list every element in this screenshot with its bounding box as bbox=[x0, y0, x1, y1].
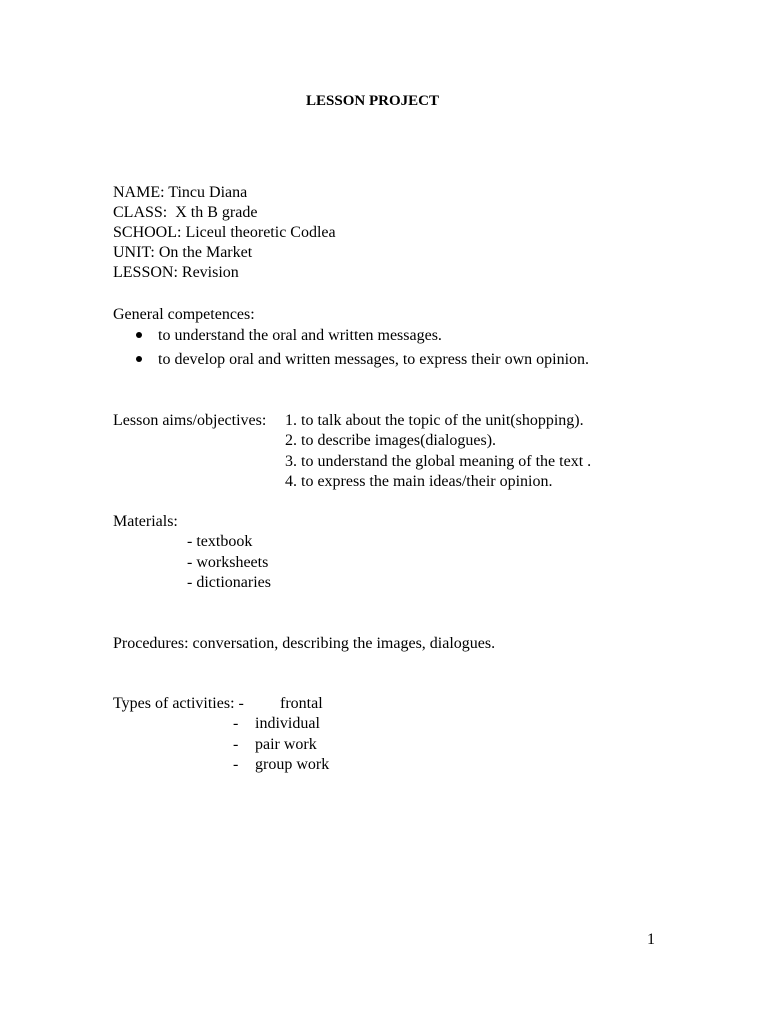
activities-heading: Types of activities: - bbox=[113, 695, 244, 712]
bullet-icon bbox=[136, 356, 142, 362]
class-line: CLASS: X th B grade bbox=[113, 204, 258, 221]
competence-item: to understand the oral and written messages. bbox=[158, 327, 442, 344]
aim-item: 2. to describe images(dialogues). bbox=[285, 432, 497, 449]
lesson-line: LESSON: Revision bbox=[113, 264, 239, 281]
aims-heading: Lesson aims/objectives: bbox=[113, 412, 267, 429]
unit-line: UNIT: On the Market bbox=[113, 244, 253, 261]
material-item: - dictionaries bbox=[187, 574, 271, 591]
activity-item: group work bbox=[255, 756, 330, 773]
materials-heading: Materials: bbox=[113, 513, 178, 530]
page-number: 1 bbox=[647, 931, 655, 948]
material-item: - worksheets bbox=[187, 554, 269, 571]
page-title: LESSON PROJECT bbox=[306, 93, 439, 109]
aim-item: 1. to talk about the topic of the unit(shopping). bbox=[285, 412, 584, 429]
competence-item: to develop oral and written messages, to express their own opinion. bbox=[158, 351, 590, 368]
name-line: NAME: Tincu Diana bbox=[113, 184, 248, 201]
activity-dash: - bbox=[233, 736, 239, 753]
bullet-icon bbox=[136, 332, 142, 338]
material-item: - textbook bbox=[187, 533, 253, 550]
competences-heading: General competences: bbox=[113, 306, 255, 323]
activity-item: frontal bbox=[280, 695, 323, 712]
aim-item: 4. to express the main ideas/their opinion. bbox=[285, 473, 553, 490]
procedures-line: Procedures: conversation, describing the images, dialogues. bbox=[113, 635, 496, 652]
activity-dash: - bbox=[233, 756, 239, 773]
school-line: SCHOOL: Liceul theoretic Codlea bbox=[113, 224, 336, 241]
activity-item: individual bbox=[255, 715, 320, 732]
activity-dash: - bbox=[233, 715, 239, 732]
activity-item: pair work bbox=[255, 736, 317, 753]
aim-item: 3. to understand the global meaning of the text . bbox=[285, 453, 592, 470]
